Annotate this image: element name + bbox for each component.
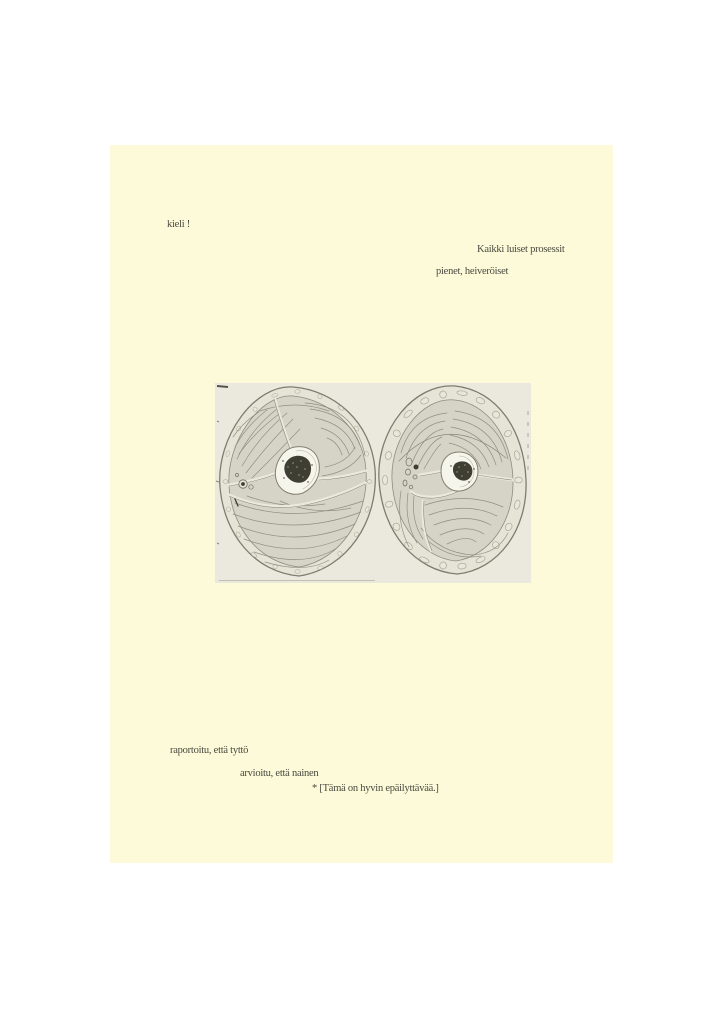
- book-page: [110, 145, 613, 863]
- annotation-arvioitu: arvioitu, että nainen: [240, 768, 319, 779]
- annotation-footnote: * [Tämä on hyvin epäilyttävää.]: [312, 783, 439, 794]
- limb-cross-sections-illustration: [215, 383, 531, 583]
- annotation-raportoitu: raportoitu, että tyttö: [170, 745, 249, 756]
- annotation-kieli: kieli !: [167, 219, 191, 230]
- annotation-pienet: pienet, heiveröiset: [436, 266, 509, 277]
- print-artifact-mark: [217, 386, 228, 387]
- anatomical-figure: [215, 383, 531, 583]
- annotation-kaikki-luiset: Kaikki luiset prosessit: [477, 244, 565, 255]
